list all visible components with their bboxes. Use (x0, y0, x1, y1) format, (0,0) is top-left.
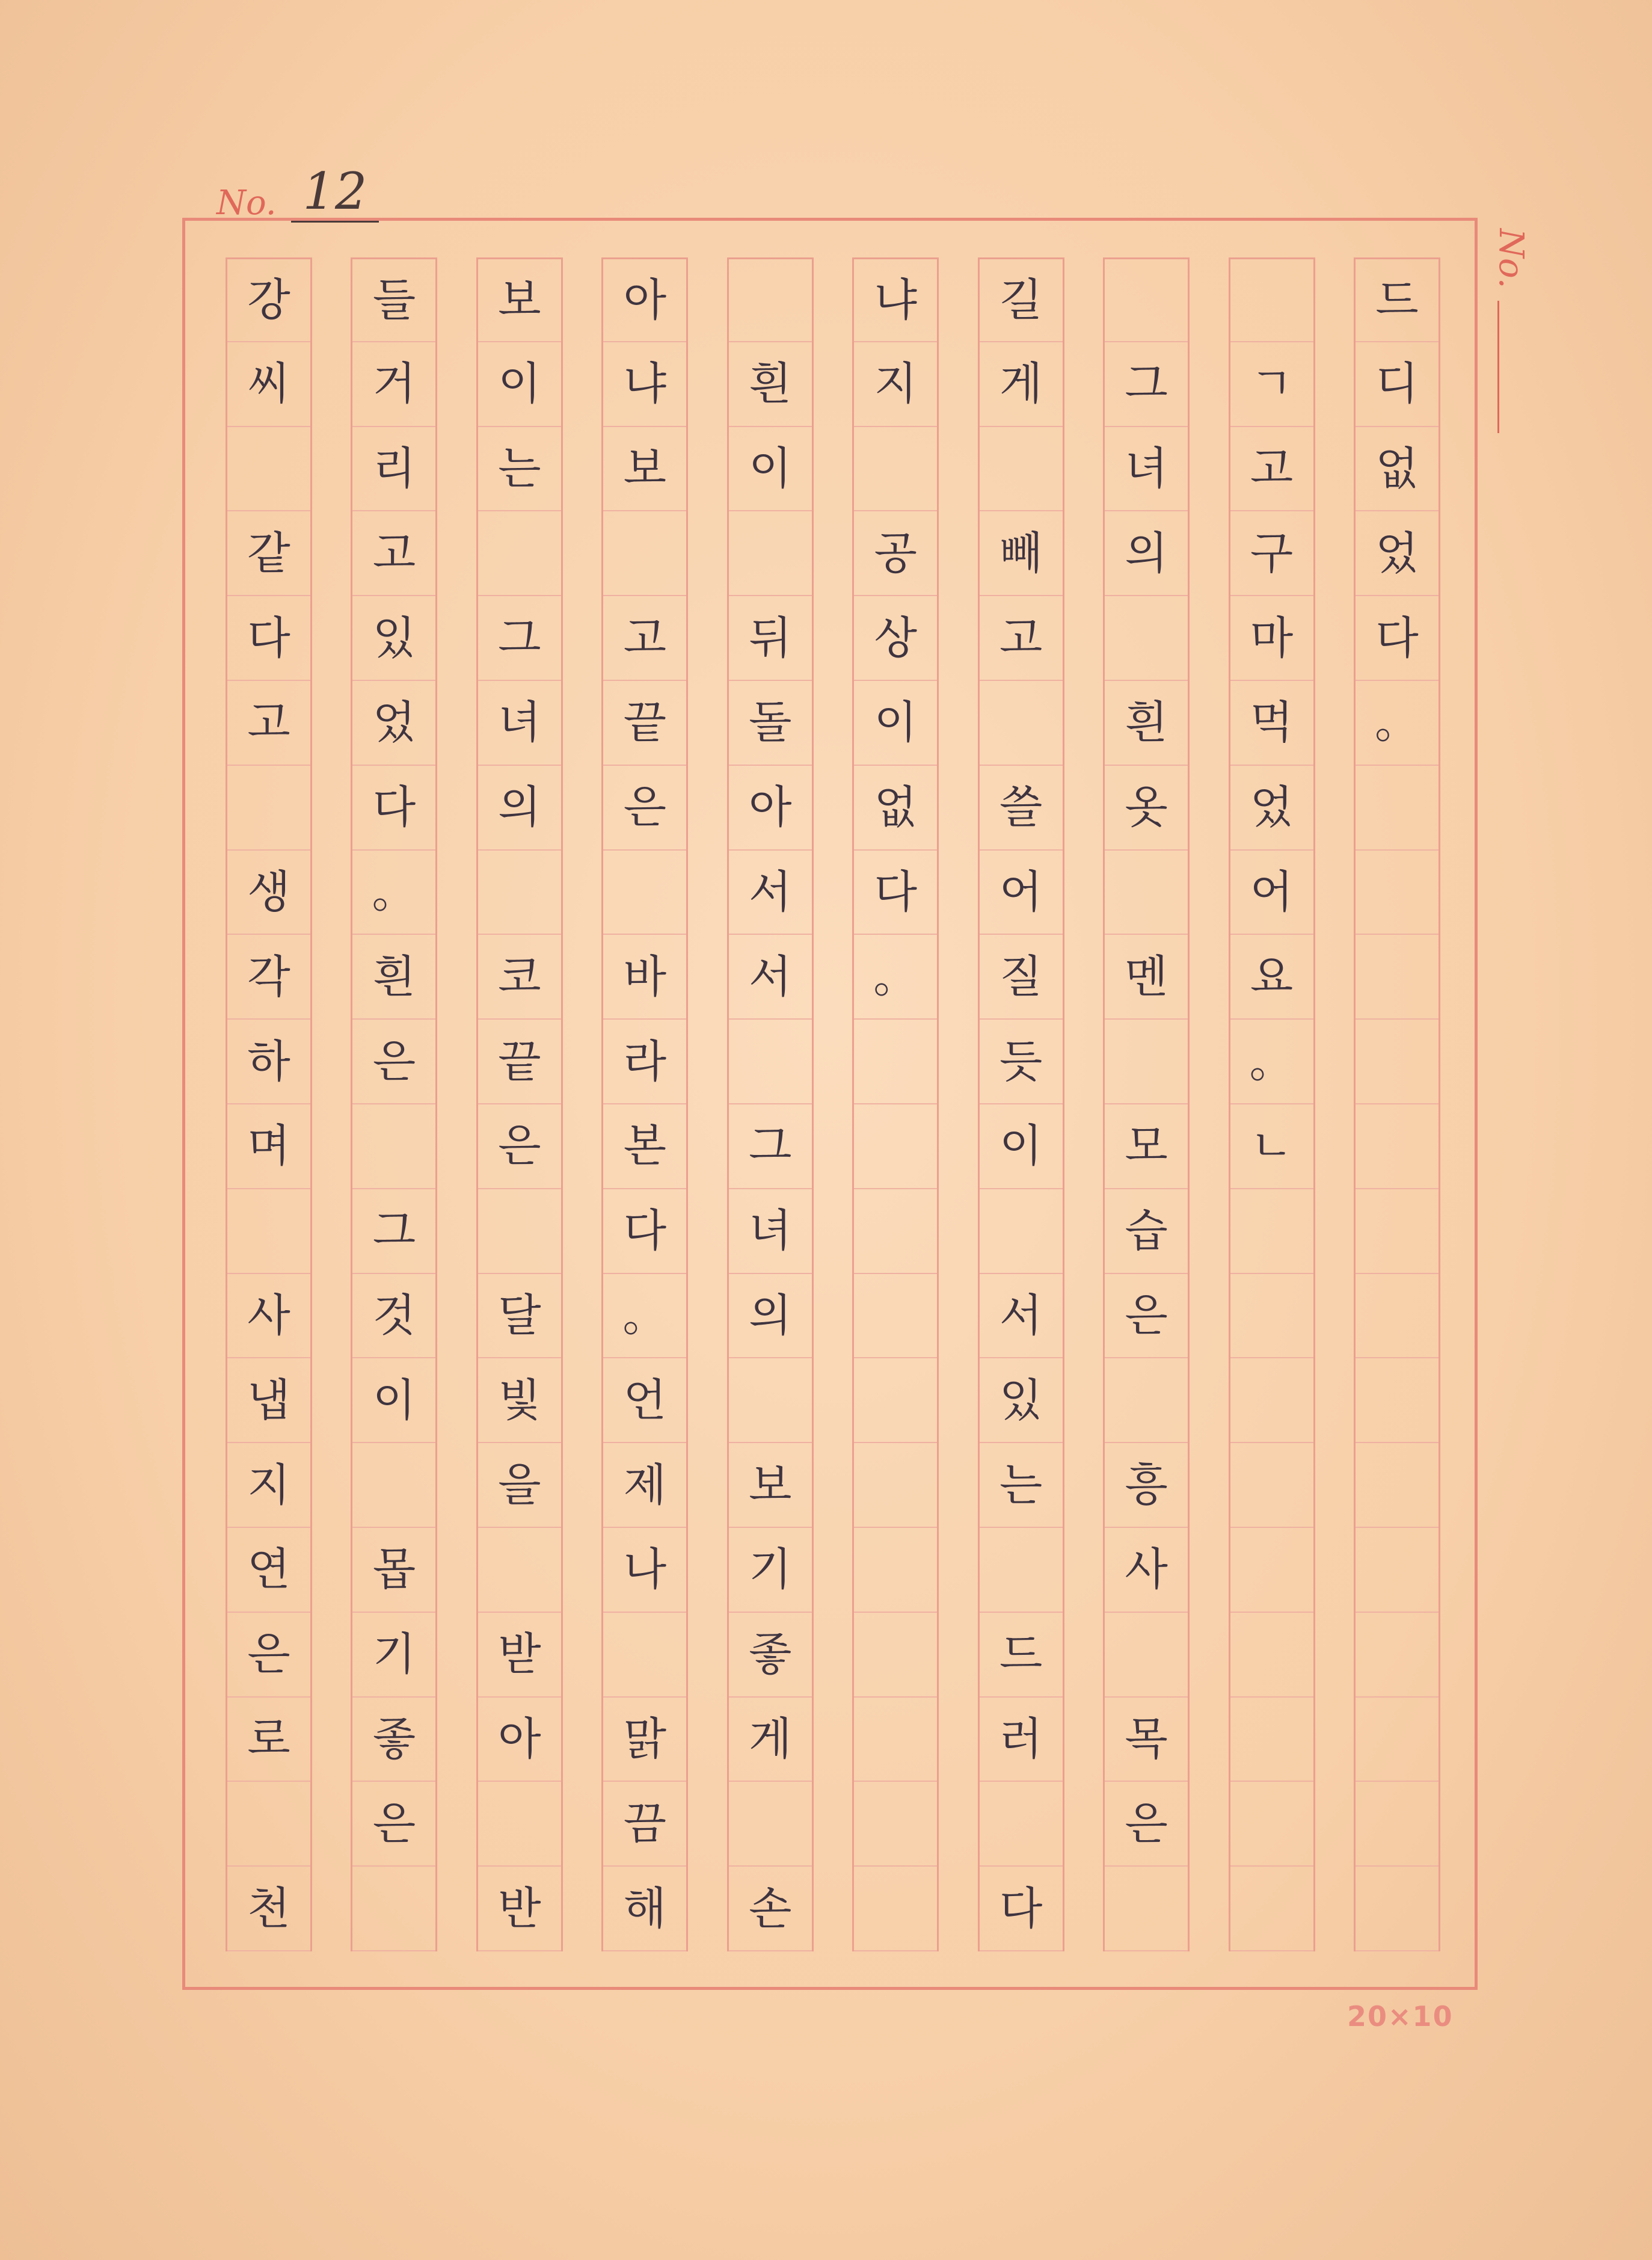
manuscript-cell: 고 (1230, 427, 1313, 512)
manuscript-cell (1356, 935, 1439, 1020)
manuscript-cell (1356, 1782, 1439, 1867)
manuscript-cell: 상 (854, 596, 937, 681)
manuscript-cell: 서 (980, 1274, 1063, 1359)
manuscript-cell (980, 1782, 1063, 1867)
manuscript-cell (352, 1443, 435, 1528)
manuscript-cell (729, 1020, 812, 1104)
manuscript-cell: 은 (603, 766, 686, 851)
manuscript-cell: 각 (227, 935, 310, 1020)
manuscript-cell (980, 427, 1063, 512)
manuscript-cell (227, 1189, 310, 1274)
manuscript-cell: 지 (227, 1443, 310, 1528)
manuscript-cell: 다 (227, 596, 310, 681)
manuscript-cell (854, 1698, 937, 1782)
manuscript-cell: 녀 (729, 1189, 812, 1274)
manuscript-cell: 흰 (1105, 681, 1188, 766)
manuscript-column (1103, 257, 1190, 1951)
manuscript-cell: 고 (352, 511, 435, 596)
manuscript-cell: 해 (603, 1867, 686, 1951)
manuscript-cell (1105, 596, 1188, 681)
manuscript-cell: 손 (729, 1867, 812, 1951)
manuscript-cell: 습 (1105, 1189, 1188, 1274)
manuscript-cell: 다 (854, 851, 937, 935)
manuscript-cell: 었 (352, 681, 435, 766)
manuscript-cell: 드 (980, 1613, 1063, 1698)
manuscript-cell: 빼 (980, 511, 1063, 596)
manuscript-cell: 이 (980, 1104, 1063, 1189)
manuscript-cell: 좋 (352, 1698, 435, 1782)
manuscript-column (1354, 257, 1440, 1951)
manuscript-cell: 흰 (352, 935, 435, 1020)
manuscript-cell: 듯 (980, 1020, 1063, 1104)
manuscript-cell: 라 (603, 1020, 686, 1104)
manuscript-cell: 그 (1105, 342, 1188, 427)
manuscript-cell: 냐 (854, 257, 937, 342)
manuscript-cell: 하 (227, 1020, 310, 1104)
manuscript-cell (1230, 1613, 1313, 1698)
manuscript-cell (854, 427, 937, 512)
manuscript-cell: 들 (352, 257, 435, 342)
manuscript-cell: 냐 (603, 342, 686, 427)
manuscript-cell (980, 1528, 1063, 1613)
manuscript-cell (1230, 1189, 1313, 1274)
manuscript-cell: 。 (352, 851, 435, 935)
manuscript-cell: 고 (603, 596, 686, 681)
manuscript-cell: 좋 (729, 1613, 812, 1698)
manuscript-cell: 빛 (478, 1358, 561, 1443)
manuscript-cell: 었 (1230, 766, 1313, 851)
manuscript-cell (854, 1528, 937, 1613)
manuscript-cell: 돌 (729, 681, 812, 766)
manuscript-cell (854, 1020, 937, 1104)
manuscript-cell: 같 (227, 511, 310, 596)
side-page-blank (1497, 301, 1499, 433)
manuscript-cell: 서 (729, 935, 812, 1020)
manuscript-cell: 。 (1356, 681, 1439, 766)
manuscript-cell (478, 511, 561, 596)
manuscript-cell: 목 (1105, 1698, 1188, 1782)
manuscript-cell: 그 (352, 1189, 435, 1274)
manuscript-cell (1230, 257, 1313, 342)
manuscript-cell: 기 (729, 1528, 812, 1613)
manuscript-cell: 공 (854, 511, 937, 596)
manuscript-column (601, 257, 688, 1951)
manuscript-grid (226, 257, 1440, 1951)
manuscript-cell (1356, 1528, 1439, 1613)
manuscript-cell (1356, 1020, 1439, 1104)
manuscript-cell (729, 511, 812, 596)
manuscript-cell: 다 (352, 766, 435, 851)
manuscript-cell (854, 1867, 937, 1951)
manuscript-cell: 씨 (227, 342, 310, 427)
manuscript-cell (227, 427, 310, 512)
manuscript-cell: 보 (478, 257, 561, 342)
manuscript-cell: 냅 (227, 1358, 310, 1443)
manuscript-cell: 강 (227, 257, 310, 342)
manuscript-cell: 이 (854, 681, 937, 766)
manuscript-cell: 길 (980, 257, 1063, 342)
manuscript-cell (352, 1104, 435, 1189)
manuscript-cell: 달 (478, 1274, 561, 1359)
manuscript-cell: 나 (603, 1528, 686, 1613)
manuscript-cell (1356, 1698, 1439, 1782)
manuscript-cell (980, 1189, 1063, 1274)
manuscript-cell: 서 (729, 851, 812, 935)
manuscript-cell: 보 (729, 1443, 812, 1528)
manuscript-cell: 녀 (1105, 427, 1188, 512)
manuscript-cell (1356, 1443, 1439, 1528)
manuscript-cell: 먹 (1230, 681, 1313, 766)
manuscript-cell: 바 (603, 935, 686, 1020)
manuscript-cell (854, 1613, 937, 1698)
manuscript-cell: 몹 (352, 1528, 435, 1613)
manuscript-cell: 드 (1356, 257, 1439, 342)
manuscript-cell: 고 (227, 681, 310, 766)
manuscript-cell (1230, 1443, 1313, 1528)
manuscript-cell: 맑 (603, 1698, 686, 1782)
manuscript-cell: 반 (478, 1867, 561, 1951)
manuscript-column (978, 257, 1064, 1951)
manuscript-cell: 요 (1230, 935, 1313, 1020)
manuscript-cell: 없 (854, 766, 937, 851)
manuscript-cell (1356, 851, 1439, 935)
manuscript-cell (1230, 1867, 1313, 1951)
manuscript-column (226, 257, 312, 1951)
manuscript-cell (1356, 1104, 1439, 1189)
manuscript-cell: 멘 (1105, 935, 1188, 1020)
manuscript-cell (1356, 1189, 1439, 1274)
manuscript-cell (1105, 257, 1188, 342)
manuscript-cell: 다 (1356, 596, 1439, 681)
manuscript-cell: 을 (478, 1443, 561, 1528)
manuscript-column (351, 257, 437, 1951)
manuscript-cell (1356, 1867, 1439, 1951)
manuscript-cell: 。 (1230, 1020, 1313, 1104)
manuscript-cell (478, 1782, 561, 1867)
manuscript-cell: 쓸 (980, 766, 1063, 851)
manuscript-cell (603, 511, 686, 596)
manuscript-cell: 은 (352, 1782, 435, 1867)
manuscript-cell: 끔 (603, 1782, 686, 1867)
manuscript-cell: 제 (603, 1443, 686, 1528)
manuscript-cell (1230, 1274, 1313, 1359)
manuscript-cell: 있 (980, 1358, 1063, 1443)
side-page-label: No. (1491, 229, 1531, 289)
manuscript-cell (478, 1528, 561, 1613)
manuscript-cell: 。 (603, 1274, 686, 1359)
grid-size-label: 20×10 (1347, 2000, 1454, 2033)
manuscript-cell: 다 (603, 1189, 686, 1274)
manuscript-cell: 사 (1105, 1528, 1188, 1613)
manuscript-cell: 의 (478, 766, 561, 851)
manuscript-cell: 로 (227, 1698, 310, 1782)
manuscript-cell (729, 257, 812, 342)
manuscript-cell: 의 (729, 1274, 812, 1359)
manuscript-cell: 며 (227, 1104, 310, 1189)
manuscript-cell: 은 (1105, 1274, 1188, 1359)
manuscript-cell (603, 851, 686, 935)
manuscript-cell (227, 1782, 310, 1867)
manuscript-cell (478, 1189, 561, 1274)
manuscript-cell (1356, 1613, 1439, 1698)
manuscript-cell: ㄴ (1230, 1104, 1313, 1189)
manuscript-cell (1230, 1358, 1313, 1443)
manuscript-cell: 어 (1230, 851, 1313, 935)
manuscript-cell: 게 (980, 342, 1063, 427)
manuscript-cell (1356, 766, 1439, 851)
manuscript-cell: 사 (227, 1274, 310, 1359)
manuscript-cell: 기 (352, 1613, 435, 1698)
manuscript-cell: 는 (980, 1443, 1063, 1528)
manuscript-cell (854, 1189, 937, 1274)
manuscript-cell (1230, 1528, 1313, 1613)
manuscript-cell: 리 (352, 427, 435, 512)
manuscript-cell: 은 (352, 1020, 435, 1104)
manuscript-cell: 게 (729, 1698, 812, 1782)
manuscript-column (727, 257, 814, 1951)
manuscript-cell (854, 1782, 937, 1867)
manuscript-cell (854, 1274, 937, 1359)
manuscript-cell: 거 (352, 342, 435, 427)
manuscript-cell: 모 (1105, 1104, 1188, 1189)
manuscript-cell: 었 (1356, 511, 1439, 596)
manuscript-cell: 이 (352, 1358, 435, 1443)
manuscript-cell (1105, 851, 1188, 935)
manuscript-cell: 질 (980, 935, 1063, 1020)
manuscript-cell: ㄱ (1230, 342, 1313, 427)
manuscript-cell (1356, 1274, 1439, 1359)
page-number-value: 12 (291, 162, 379, 223)
manuscript-cell: 아 (729, 766, 812, 851)
manuscript-cell (729, 1358, 812, 1443)
manuscript-cell: 고 (980, 596, 1063, 681)
manuscript-cell: 생 (227, 851, 310, 935)
manuscript-cell (854, 1443, 937, 1528)
manuscript-cell: 보 (603, 427, 686, 512)
manuscript-cell (1105, 1613, 1188, 1698)
manuscript-cell: 끝 (478, 1020, 561, 1104)
manuscript-cell (478, 851, 561, 935)
manuscript-cell (854, 1104, 937, 1189)
manuscript-cell: 천 (227, 1867, 310, 1951)
manuscript-cell: 디 (1356, 342, 1439, 427)
manuscript-cell: 그 (478, 596, 561, 681)
manuscript-column (476, 257, 563, 1951)
manuscript-cell: 어 (980, 851, 1063, 935)
manuscript-column (852, 257, 939, 1951)
manuscript-cell: 그 (729, 1104, 812, 1189)
manuscript-cell: 은 (227, 1613, 310, 1698)
manuscript-cell: 아 (603, 257, 686, 342)
manuscript-cell (1230, 1782, 1313, 1867)
manuscript-cell (603, 1613, 686, 1698)
manuscript-cell (1105, 1358, 1188, 1443)
manuscript-cell: 흥 (1105, 1443, 1188, 1528)
manuscript-cell: 는 (478, 427, 561, 512)
manuscript-cell (1230, 1698, 1313, 1782)
manuscript-cell: 이 (478, 342, 561, 427)
manuscript-cell: 없 (1356, 427, 1439, 512)
manuscript-cell: 은 (1105, 1782, 1188, 1867)
manuscript-cell: 끝 (603, 681, 686, 766)
manuscript-cell: 의 (1105, 511, 1188, 596)
manuscript-cell: 받 (478, 1613, 561, 1698)
manuscript-cell: 옷 (1105, 766, 1188, 851)
manuscript-cell: 。 (854, 935, 937, 1020)
manuscript-column (1229, 257, 1315, 1951)
manuscript-cell: 이 (729, 427, 812, 512)
manuscript-cell (854, 1358, 937, 1443)
manuscript-cell: 것 (352, 1274, 435, 1359)
manuscript-cell: 지 (854, 342, 937, 427)
manuscript-cell: 러 (980, 1698, 1063, 1782)
manuscript-cell: 언 (603, 1358, 686, 1443)
manuscript-cell (1105, 1867, 1188, 1951)
page-number-prefix: No. (216, 183, 277, 223)
manuscript-cell: 코 (478, 935, 561, 1020)
manuscript-cell: 녀 (478, 681, 561, 766)
manuscript-cell (1356, 1358, 1439, 1443)
manuscript-cell: 은 (478, 1104, 561, 1189)
manuscript-cell: 흰 (729, 342, 812, 427)
manuscript-cell (980, 681, 1063, 766)
manuscript-cell: 다 (980, 1867, 1063, 1951)
manuscript-cell: 아 (478, 1698, 561, 1782)
manuscript-cell (352, 1867, 435, 1951)
manuscript-cell: 뒤 (729, 596, 812, 681)
manuscript-cell: 본 (603, 1104, 686, 1189)
manuscript-cell: 마 (1230, 596, 1313, 681)
manuscript-cell (227, 766, 310, 851)
manuscript-cell: 연 (227, 1528, 310, 1613)
manuscript-cell: 구 (1230, 511, 1313, 596)
manuscript-cell (1105, 1020, 1188, 1104)
page-number (216, 156, 379, 223)
manuscript-cell: 있 (352, 596, 435, 681)
manuscript-cell (729, 1782, 812, 1867)
